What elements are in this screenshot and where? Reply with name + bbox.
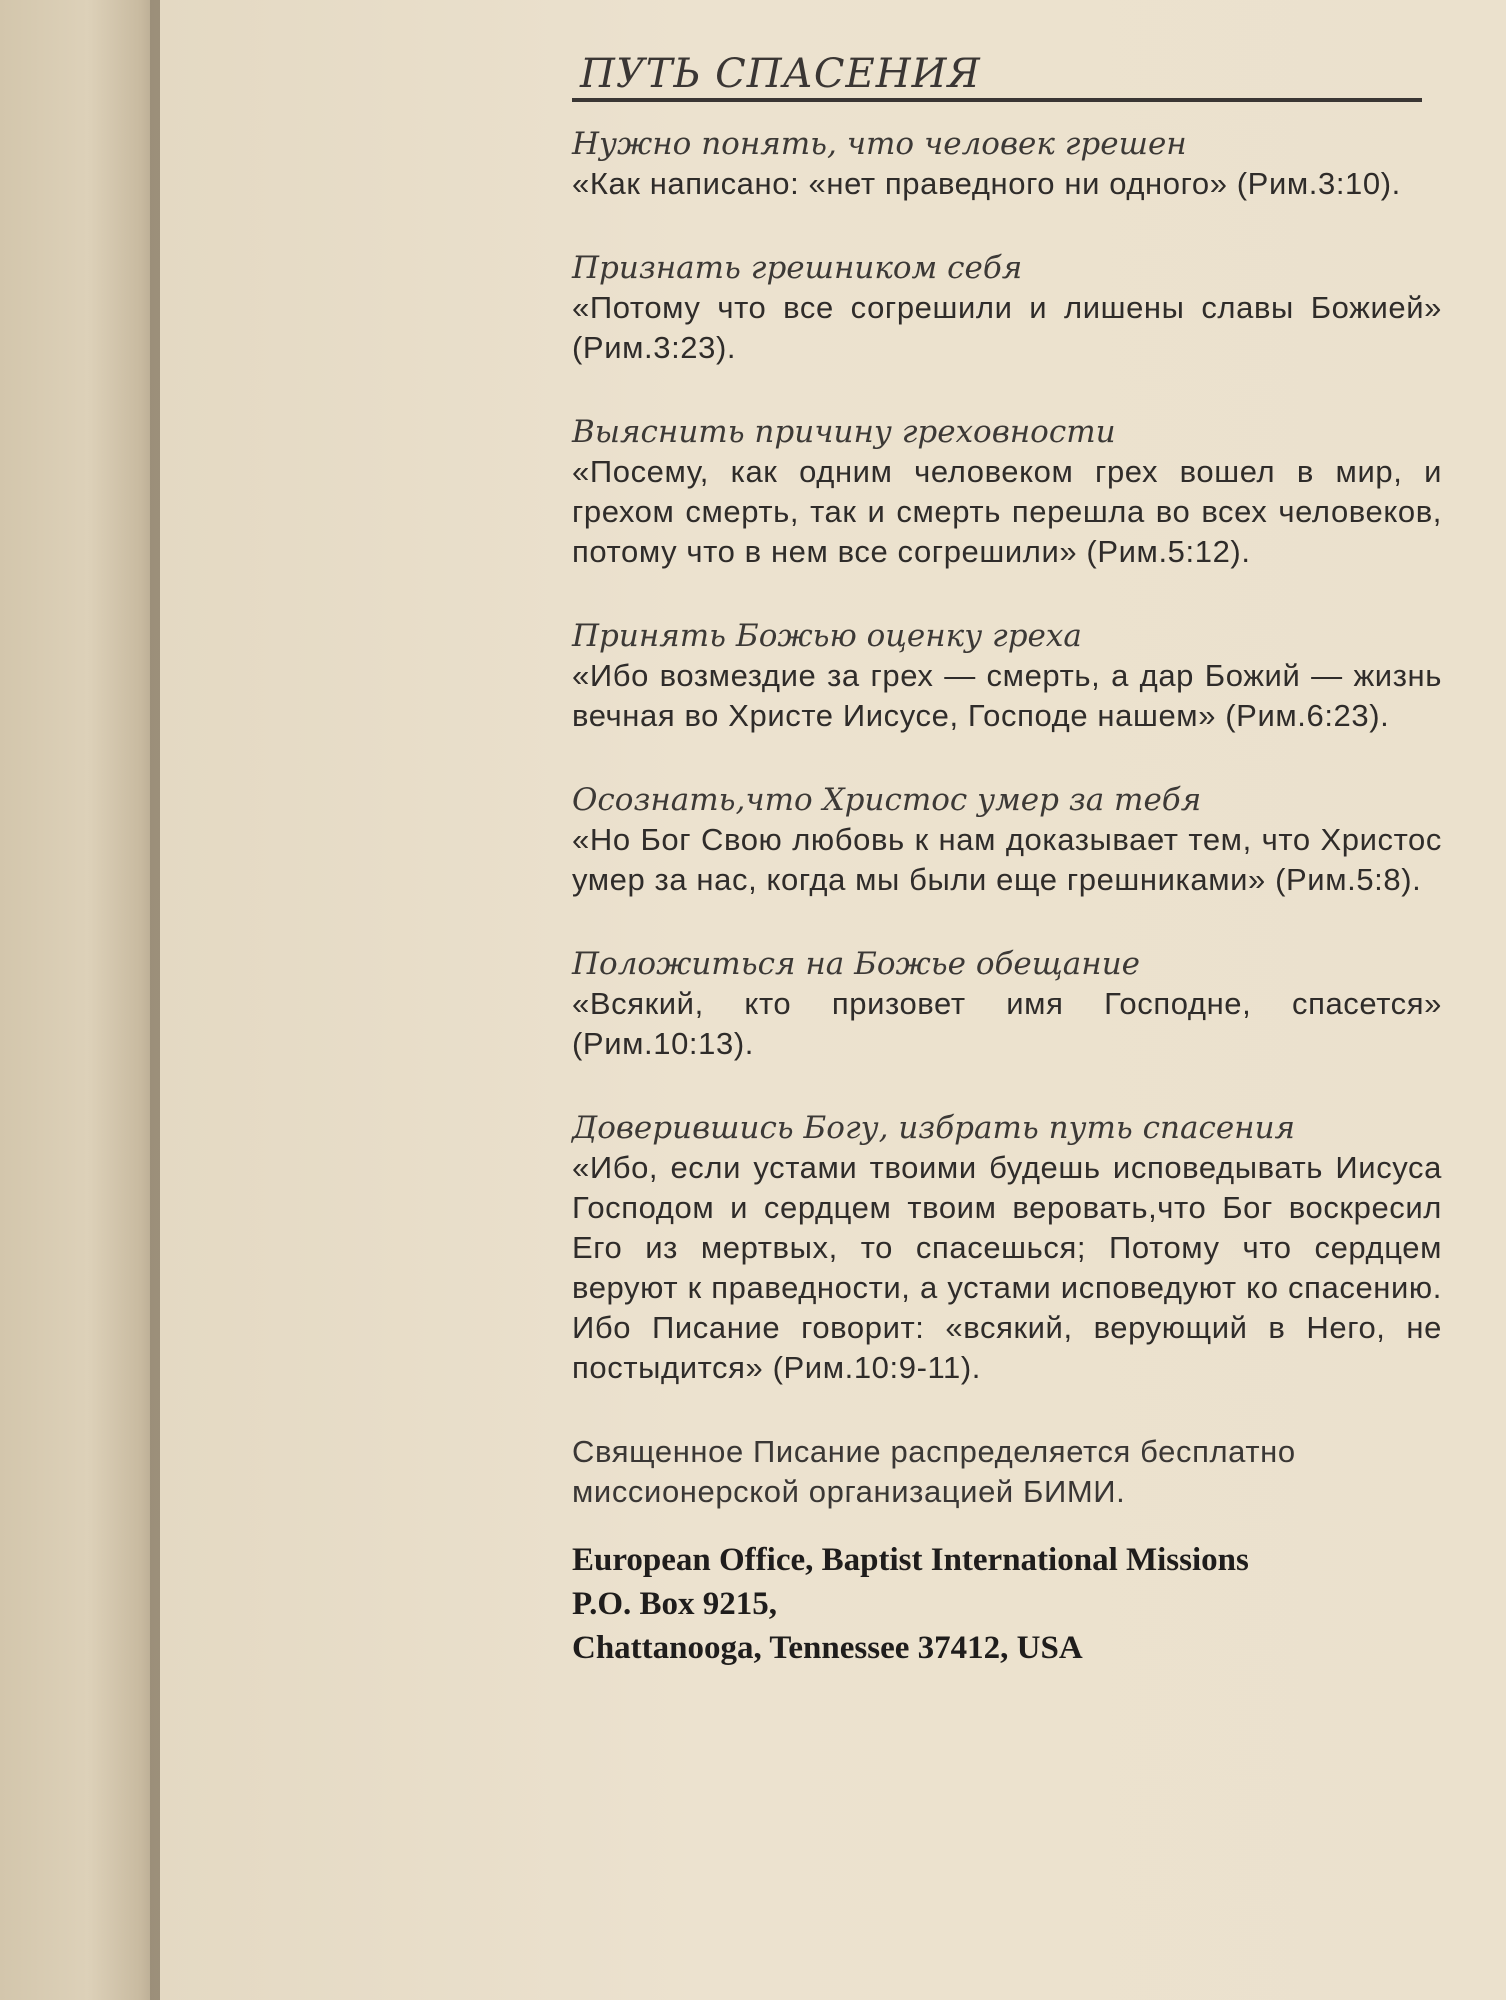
section-heading: Осознать,что Христос умер за тебя — [572, 782, 1202, 818]
address-line-1: European Office, Baptist International Missions — [572, 1542, 1249, 1578]
section-verse: «Потому что все согрешили и лишены славы Божией» (Рим.3:23). — [572, 290, 1442, 365]
section-verse: «Как написано: «нет праведного ни одного» (Рим.3:10). — [572, 166, 1401, 201]
title-underline — [572, 98, 1422, 102]
section-heading: Доверившись Богу, избрать путь спасения — [572, 1110, 1296, 1146]
section-6 — [572, 944, 1482, 1064]
page-content — [572, 40, 1482, 1670]
section-4 — [572, 616, 1482, 736]
distribution-note: Священное Писание распределяется бесплатно миссионерской организацией БИМИ. — [572, 1434, 1296, 1509]
book-gutter — [0, 0, 160, 2000]
section-heading: Принять Божью оценку греха — [572, 618, 1082, 654]
mailing-address — [572, 1538, 1482, 1670]
section-heading: Выяснить причину греховности — [572, 414, 1116, 450]
section-heading: Признать грешником себя — [572, 250, 1023, 286]
address-line-2: P.O. Box 9215, — [572, 1586, 778, 1622]
section-heading: Нужно понять, что человек грешен — [572, 126, 1187, 162]
section-verse: «Но Бог Свою любовь к нам доказывает тем, что Христос умер за нас, когда мы были еще грешниками» (Рим.5:8). — [572, 822, 1442, 897]
section-verse: «Ибо возмездие за грех — смерть, а дар Божий — жизнь вечная во Христе Иисусе, Господе нашем» (Рим.6:23). — [572, 658, 1442, 733]
section-2 — [572, 248, 1482, 368]
section-5 — [572, 780, 1482, 900]
section-verse: «Всякий, кто призовет имя Господне, спасется» (Рим.10:13). — [572, 986, 1442, 1061]
book-page — [160, 0, 1506, 2000]
section-heading: Положиться на Божье обещание — [572, 946, 1141, 982]
section-1 — [572, 124, 1482, 204]
section-7 — [572, 1108, 1482, 1388]
section-3 — [572, 412, 1482, 572]
page-title: ПУТЬ СПАСЕНИЯ — [580, 51, 981, 97]
section-verse: «Посему, как одним человеком грех вошел в мир, и грехом смерть, так и смерть перешла во всех человеков, потому что в нем все согрешили» (Рим.5:12). — [572, 454, 1442, 569]
section-verse: «Ибо, если устами твоими будешь исповедывать Иисуса Господом и сердцем твоим веровать,что Бог воскресил Его из мертвых, то спасешься; Потому что сердцем веруют к праведности, а устами исповедуют ко спасению. Ибо Писание говорит: «всякий, верующий в Него, не постыдится» (Рим.10:9-11). — [572, 1150, 1442, 1385]
address-line-3: Chattanooga, Tennessee 37412, USA — [572, 1630, 1083, 1666]
